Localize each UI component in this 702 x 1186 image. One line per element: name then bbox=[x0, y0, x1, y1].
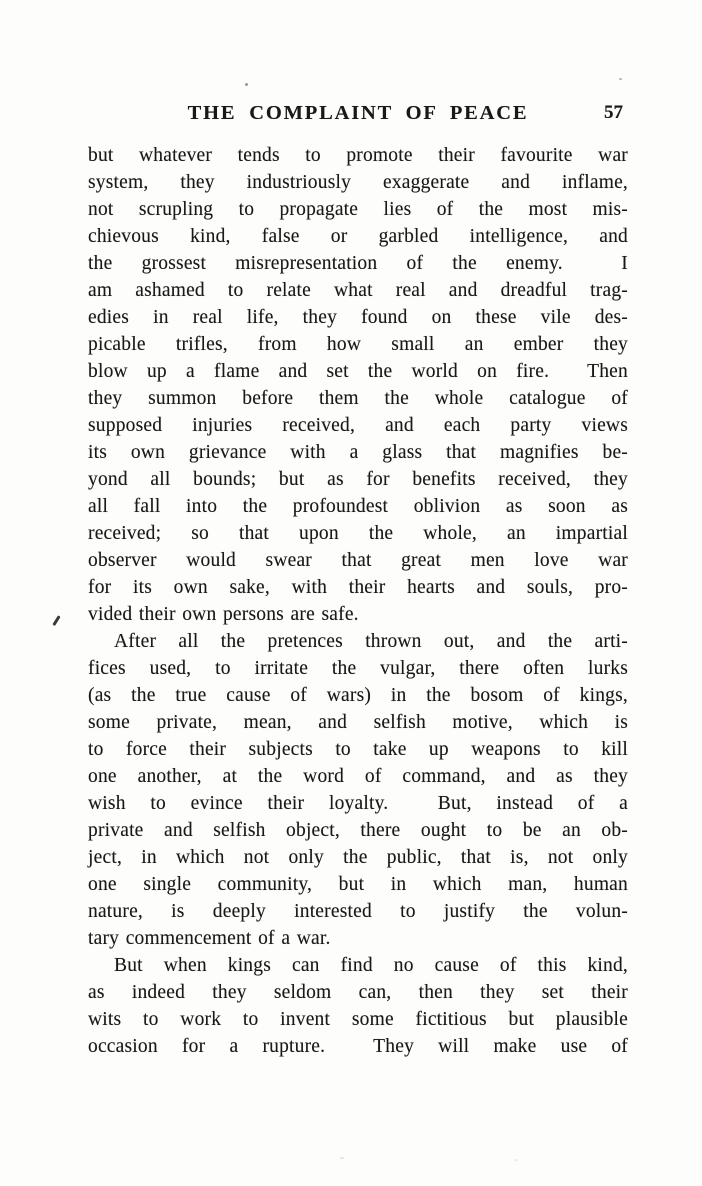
text-line: picable trifles, from how small an ember they bbox=[88, 334, 628, 355]
text-line: the grossest misrepresentation of the enemy. I bbox=[88, 253, 628, 274]
text-line: not scrupling to propagate lies of the most mis- bbox=[88, 199, 628, 220]
text-line: fices used, to irritate the vulgar, there often lurks bbox=[88, 658, 628, 679]
text-line: chievous kind, false or garbled intelligence, and bbox=[88, 226, 628, 247]
text-line: yond all bounds; but as for benefits received, they bbox=[88, 469, 628, 490]
text-line: am ashamed to relate what real and dreadful trag- bbox=[88, 280, 628, 301]
text-line: blow up a flame and set the world on fire. Then bbox=[88, 361, 628, 382]
text-line: system, they industriously exaggerate and inflame, bbox=[88, 172, 628, 193]
text-line: (as the true cause of wars) in the bosom of kings, bbox=[88, 685, 628, 706]
text-line: tary commencement of a war. bbox=[88, 928, 331, 949]
text-line: observer would swear that great men love war bbox=[88, 550, 628, 571]
text-line: to force their subjects to take up weapons to kill bbox=[88, 739, 628, 760]
page-header bbox=[88, 98, 628, 128]
text-line: all fall into the profoundest oblivion as soon as bbox=[88, 496, 628, 517]
text-line: as indeed they seldom can, then they set their bbox=[88, 982, 628, 1003]
text-line: wits to work to invent some fictitious but plausible bbox=[88, 1009, 628, 1030]
body-text-block bbox=[88, 142, 628, 1060]
text-line: edies in real life, they found on these vile des- bbox=[88, 307, 628, 328]
text-line: supposed injuries received, and each party views bbox=[88, 415, 628, 436]
ink-speck bbox=[619, 78, 622, 80]
text-line: one single community, but in which man, human bbox=[88, 874, 628, 895]
running-title: THE COMPLAINT OF PEACE bbox=[187, 102, 529, 124]
text-line: some private, mean, and selfish motive, which is bbox=[88, 712, 628, 733]
text-line: its own grievance with a glass that magnifies be- bbox=[88, 442, 628, 463]
text-line: occasion for a rupture. They will make use of bbox=[88, 1036, 628, 1057]
margin-ink-mark bbox=[52, 615, 60, 626]
text-line: ject, in which not only the public, that is, not only bbox=[88, 847, 628, 868]
text-line: but whatever tends to promote their favourite war bbox=[88, 145, 628, 166]
text-line: After all the pretences thrown out, and the arti- bbox=[114, 631, 628, 652]
text-line: private and selfish object, there ought to be an ob- bbox=[88, 820, 628, 841]
page-number: 57 bbox=[604, 102, 623, 123]
text-line: But when kings can find no cause of this kind, bbox=[114, 955, 628, 976]
text-line: nature, is deeply interested to justify the volun- bbox=[88, 901, 628, 922]
text-line: wish to evince their loyalty. But, instead of a bbox=[88, 793, 628, 814]
ink-speck bbox=[514, 1159, 517, 1161]
text-line: they summon before them the whole catalogue of bbox=[88, 388, 628, 409]
text-line: vided their own persons are safe. bbox=[88, 604, 359, 625]
text-line: one another, at the word of command, and as they bbox=[88, 766, 628, 787]
text-line: received; so that upon the whole, an impartial bbox=[88, 523, 628, 544]
ink-speck bbox=[245, 83, 248, 86]
text-line: for its own sake, with their hearts and souls, pro- bbox=[88, 577, 628, 598]
ink-speck bbox=[340, 1157, 344, 1159]
